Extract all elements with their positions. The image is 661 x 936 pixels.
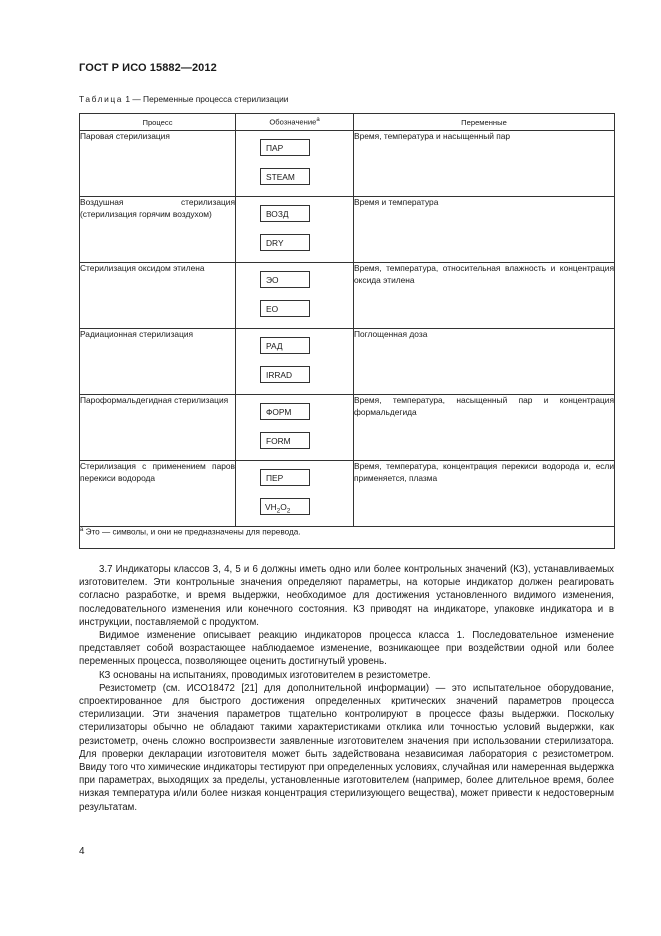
paragraph: Резистометр (см. ИСО18472 [21] для дополнительной информации) — это испытательное оборудование, спроектированное для быстрого достижения определенных критических значений параметров процесса стерилизации. Эти значения параметров тщательно контролируют в процессе фазы выдержки. Поскольку стерилизаторы обычно не обладают такими характеристиками отклика или точностью условий выдержки, как резистометр, очень сложно воспроизвести заявленные изготовителем значения при использовании стерилизатора. Для проверки декларации изготовителя может быть задействована независимая лаборатория с резистометром. Ввиду того что химические индикаторы тестируют при определенных условиях, случайная или намеренная выдержка при параметрах, выходящих за пределы, установленные изготовителем (например, более длительное время, более низкая температура и/или более низкая концентрация стерилизующего вещества), может привести к недостоверным результатам. bbox=[79, 682, 614, 813]
paragraph: Видимое изменение описывает реакцию индикаторов процесса класса 1. Последовательное изменение представляет собой возрастающее наблюдаемое изменение, возникающее при воздействии одной или более переменных процесса, позволяющее оценить достигнутый уровень. bbox=[79, 630, 614, 668]
code-en: FORM bbox=[260, 432, 310, 449]
table-header-row bbox=[80, 114, 615, 131]
process-cell: Воздушная стерилизация (стерилизация горячим воздухом) bbox=[80, 197, 236, 263]
footnote-text: Это — символы, и они не предназначены для перевода. bbox=[83, 527, 301, 537]
process-cell: Радиационная стерилизация bbox=[80, 329, 236, 395]
table-row bbox=[80, 461, 615, 527]
page-number: 4 bbox=[79, 846, 85, 857]
process-cell: Стерилизация оксидом этилена bbox=[80, 263, 236, 329]
code-ru: РАД bbox=[260, 337, 310, 354]
caption-title: 1 — Переменные процесса стерилизации bbox=[123, 94, 289, 104]
formula-subscript: 2 bbox=[286, 507, 291, 515]
code-cell bbox=[236, 461, 354, 527]
variables-cell: Время, температура и насыщенный пар bbox=[354, 131, 615, 197]
code-ru: ПАР bbox=[260, 139, 310, 156]
footnote-cell bbox=[80, 527, 615, 549]
footnote-mark: a bbox=[80, 527, 84, 533]
footnote-row bbox=[80, 527, 615, 549]
code-en: EO bbox=[260, 300, 310, 317]
document-header: ГОСТ Р ИСО 15882—2012 bbox=[79, 62, 217, 74]
variables-cell: Время, температура, концентрация перекиси водорода и, если применяется, плазма bbox=[354, 461, 615, 527]
code-cell bbox=[236, 197, 354, 263]
variables-cell: Время, температура, насыщенный пар и концентрация формальдегида bbox=[354, 395, 615, 461]
table-row bbox=[80, 329, 615, 395]
table-caption bbox=[79, 94, 288, 104]
code-ru: ВОЗД bbox=[260, 205, 310, 222]
process-cell: Пароформальдегидная стерилизация bbox=[80, 395, 236, 461]
code-cell bbox=[236, 263, 354, 329]
table-row bbox=[80, 197, 615, 263]
process-cell: Паровая стерилизация bbox=[80, 131, 236, 197]
formula-part: O bbox=[280, 502, 287, 512]
code-cell bbox=[236, 395, 354, 461]
code-en: DRY bbox=[260, 234, 310, 251]
footnote-ref: a bbox=[316, 117, 320, 124]
code-cell bbox=[236, 329, 354, 395]
caption-label: Таблица bbox=[79, 94, 124, 104]
code-ru: ЭО bbox=[260, 271, 310, 288]
variables-table bbox=[79, 113, 615, 549]
table-row bbox=[80, 131, 615, 197]
paragraph: 3.7 Индикаторы классов 3, 4, 5 и 6 должны иметь одно или более контрольных значений (КЗ), устанавливаемых изготовителем. Эти контрольные значения определяют параметры, на которые индикатор должен реагировать согласно разработке, и время выдержки, необходимое для достижения установленного видимого изменения, последовательного изменения или конечного состояния. КЗ приводят на индикаторе, упаковке индикатора и в инструкции, поставляемой с продуктом. bbox=[79, 564, 614, 628]
formula-part: VH bbox=[265, 502, 277, 512]
code-en-formula bbox=[260, 498, 310, 515]
code-ru: ФОРМ bbox=[260, 403, 310, 420]
code-en: IRRAD bbox=[260, 366, 310, 383]
col-header-process: Процесс bbox=[80, 114, 236, 131]
variables-cell: Время и температура bbox=[354, 197, 615, 263]
body-text bbox=[79, 563, 614, 814]
code-en: STEAM bbox=[260, 168, 310, 185]
col-header-variables: Переменные bbox=[354, 114, 615, 131]
table-row bbox=[80, 395, 615, 461]
process-cell: Стерилизация с применением паров перекиси водорода bbox=[80, 461, 236, 527]
code-cell bbox=[236, 131, 354, 197]
paragraph: КЗ основаны на испытаниях, проводимых изготовителем в резистометре. bbox=[99, 669, 431, 681]
formula-subscript: 2 bbox=[276, 507, 281, 515]
table-row bbox=[80, 263, 615, 329]
col-header-code bbox=[236, 114, 354, 131]
variables-cell: Поглощенная доза bbox=[354, 329, 615, 395]
col-header-code-text: Обозначение bbox=[269, 117, 317, 127]
variables-cell: Время, температура, относительная влажность и концентрация оксида этилена bbox=[354, 263, 615, 329]
code-ru: ПЕР bbox=[260, 469, 310, 486]
